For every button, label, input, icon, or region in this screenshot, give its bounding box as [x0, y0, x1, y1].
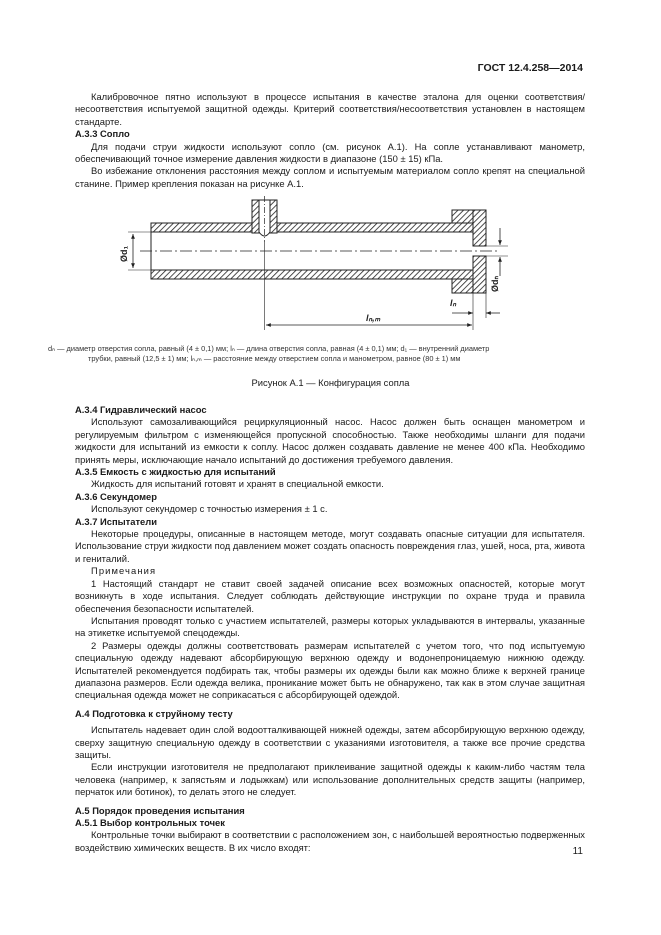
- paragraph-a35: Жидкость для испытаний готовят и хранят в специальной емкости.: [91, 478, 384, 490]
- label-ln: lₙ: [450, 298, 457, 308]
- nozzle-head: [452, 210, 486, 293]
- dimension-ln: [450, 293, 500, 318]
- heading-a34: А.3.4 Гидравлический насос: [75, 404, 207, 415]
- tube-upper-wall: [151, 223, 473, 232]
- paragraph-a36: Используют секундомер с точностью измерения ± 1 с.: [91, 503, 328, 515]
- heading-a37: А.3.7 Испытатели: [75, 515, 157, 527]
- paragraph-a37: Некоторые процедуры, описанные в настоящем методе, могут создавать опасные ситуации для испытателя. Использование струи жидкости под давлением может создать опасность повреждения глаз, ушей, носа, рта, живота и гениталий.: [75, 528, 585, 564]
- page-number: 11: [572, 846, 583, 857]
- paragraph-a33-2: Во избежание отклонения расстояния между соплом и испытуемым материалом сопло крепят на специальной станине. Пример крепления показан на рисунке А.1.: [75, 165, 585, 189]
- note-1b: Испытания проводят только с участием испытателей, размеры которых укладываются в интервалы, указанные на этикетке испытуемой спецодежды.: [75, 614, 585, 639]
- label-lnm: lₙ,ₘ: [366, 313, 381, 323]
- heading-a51: А.5.1 Выбор контрольных точек: [75, 817, 225, 828]
- tube-lower-wall: [151, 270, 473, 279]
- heading-a35: А.3.5 Емкость с жидкостью для испытаний: [75, 466, 276, 478]
- lower-text-block: [75, 404, 585, 854]
- paragraph-a51: Контрольные точки выбирают в соответствии с расположением зон, с наибольшей вероятностью подверженных воздействию химических веществ. В их число входят:: [75, 829, 585, 853]
- paragraph-a4-1: Испытатель надевает один слой водоотталкивающей нижней одежды, затем абсорбирующую верхнюю одежду, сверху защитную специальную одежду в соответствии с указаниями изготовителя, а также все прочие средства защиты.: [75, 724, 585, 760]
- dimension-lnm: [265, 242, 474, 330]
- figure-legend: [48, 344, 608, 365]
- label-d1: Ød₁: [119, 245, 129, 262]
- note-1: 1 Настоящий стандарт не ставит своей задачей описание всех возможных опасностей, которые могут возникнуть в ходе испытания. Следует соблюдать действующие инструкции по охране труда и правила обеспечения безопасности испытателей.: [75, 577, 585, 614]
- paragraph-calibration: Калибровочное пятно используют в процессе испытания в качестве эталона для оценки соответствия/несоответствия испытуемой защитной одежды. Критерий соответствия/несоответствия установлен в настоящем стандарте.: [75, 91, 585, 127]
- figure-legend-line-2: трубки, равный (12,5 ± 1) мм; lₙ,ₘ — расстояние между отверстием сопла и манометром, равное (80 ± 1) мм: [88, 354, 461, 364]
- document-header: ГОСТ 12.4.258—2014: [477, 62, 583, 74]
- heading-a5: А.5 Порядок проведения испытания: [75, 804, 245, 816]
- nozzle-figure: [0, 0, 661, 340]
- notes-title: Примечания: [91, 565, 157, 577]
- note-2: 2 Размеры одежды должны соответствовать размерам испытателей с учетом того, что под испытуемую специальную одежду надевают абсорбирующую верхнюю одежду и водонепроницаемую нижнюю одежду. Испытателей рекомендуется подбирать так, чтобы размеры их одежды были как можно ближе к верхней границе диапазона размеров. Если одежда велика, проникание может быть не обнаружено, так как в этом случае защитная специальная одежда может не соприкасаться с абсорбирующей одеждой.: [75, 639, 585, 701]
- heading-a36: А.3.6 Секундомер: [75, 490, 157, 502]
- heading-a33: А.3.3 Сопло: [75, 128, 130, 140]
- heading-a4: А.4 Подготовка к струйному тесту: [75, 707, 233, 719]
- figure-legend-line-1: dₙ — диаметр отверстия сопла, равный (4 ± 0,1) мм; lₙ — длина отверстия сопла, равная (4 ± 0,1) мм; d₁ — внутренний диаметр: [48, 344, 490, 353]
- paragraph-a34: Используют самозаливающийся рециркуляционный насос. Насос должен быть оснащен манометром и регулируемым фильтром с изменяющейся пропускной способностью. Также необходимы шланги для подачи жидкости для испытаний из емкости к соплу. Насос должен создавать давление не менее 400 кПа. Необходимо принять меры, исключающие начало испытаний до достижения требуемого давления.: [75, 416, 585, 465]
- manometer-fitting: [252, 196, 277, 242]
- dimension-dn: [486, 228, 508, 292]
- paragraph-a33-1: Для подачи струи жидкости используют сопло (см. рисунок А.1). На сопле устанавливают манометр, обеспечивающий точное измерение давления жидкости в диапазоне (150 ± 15) кПа.: [75, 140, 585, 165]
- figure-caption: Рисунок А.1 — Конфигурация сопла: [251, 377, 410, 388]
- label-dn: Ødₙ: [490, 275, 500, 292]
- paragraph-a4-2: Если инструкции изготовителя не предполагают приклеивание защитной одежды к каким-либо частям тела человека (например, к запястьям и лодыжкам) или использование дополнительных средств защиты (например, перчаток или ботинок), то делать этого не следует.: [75, 761, 585, 798]
